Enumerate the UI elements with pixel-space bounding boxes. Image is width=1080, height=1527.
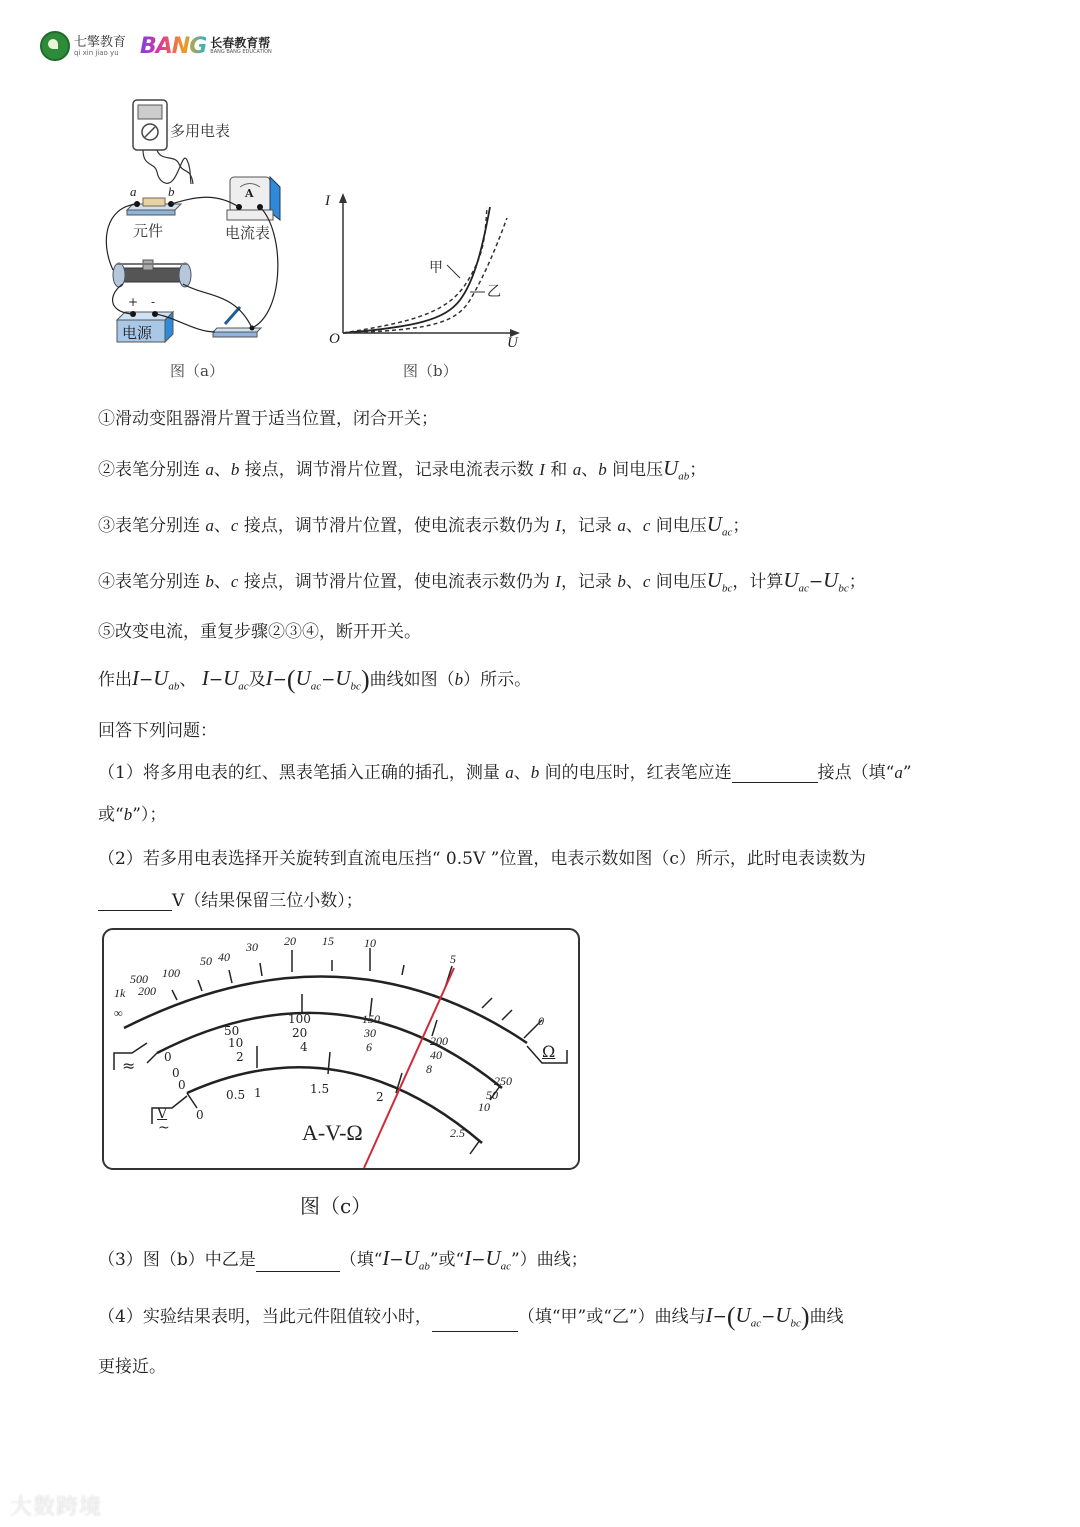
var-U: U: [485, 1246, 501, 1270]
var-b: b: [454, 670, 464, 689]
dc250-label: 0: [164, 1050, 172, 1064]
minus-sign: −: [321, 670, 336, 690]
minus-sign: −: [272, 670, 287, 690]
minus-sign: −: [471, 1250, 486, 1270]
q4-text: （4）实验结果表明，当此元件阻值较小时，: [98, 1307, 432, 1327]
bang-brand: BANG: [140, 33, 207, 59]
dc50-label: 0: [172, 1066, 180, 1080]
question-3: [98, 1245, 588, 1272]
logo2-sub: BANG BANG EDUCATION: [210, 49, 272, 55]
q2-text: V（结果保留三位小数）；: [172, 891, 363, 911]
subscript-bc: bc: [350, 680, 361, 693]
var-I: I: [132, 666, 139, 690]
var-U: U: [823, 568, 839, 592]
header-logos: [40, 30, 272, 62]
question-1-cont: [98, 800, 166, 825]
ohm-label: 20: [284, 934, 296, 948]
q1-text: 或“: [98, 805, 124, 825]
var-U: U: [295, 666, 311, 690]
subscript-ac: ac: [721, 526, 733, 539]
var-I: I: [705, 1303, 713, 1327]
q1-text: ”）；: [132, 805, 167, 825]
ohm-label: 500: [130, 972, 148, 986]
q3-text: （填“: [339, 1250, 383, 1270]
step4-text: ，计算: [732, 572, 784, 592]
step-3: [98, 511, 749, 538]
step4-text: 接点，调节滑片位置，使电流表示数仍为: [238, 572, 556, 592]
label-multimeter: 多用电表: [170, 122, 231, 140]
minus-sign: −: [808, 572, 824, 592]
axis-y-label: I: [325, 193, 330, 209]
punct: ；: [848, 572, 866, 592]
punct: ；: [732, 516, 750, 536]
omega-symbol: Ω: [542, 1042, 556, 1061]
var-I: I: [464, 1246, 472, 1270]
var-b: b: [230, 460, 240, 479]
paren-open: (: [726, 1302, 736, 1331]
axis-x-label: U: [507, 335, 518, 351]
volt-symbol: V: [157, 1106, 168, 1122]
dc250-label: 200: [430, 1034, 448, 1048]
step4-text: ，记录: [560, 572, 618, 592]
step-1: ①滑动变阻器滑片置于适当位置，闭合开关；: [98, 409, 438, 429]
dc10-label: 6: [366, 1040, 372, 1054]
ohm-label: 30: [246, 940, 258, 954]
answer-intro: 回答下列问题：: [98, 721, 217, 741]
var-c: c: [642, 516, 651, 535]
step4-text: 间电压: [650, 572, 707, 592]
dc50-label: 50: [486, 1088, 498, 1102]
subscript-ab: ab: [678, 470, 690, 483]
sep: 、: [213, 516, 231, 536]
dc250-label: 150: [362, 1012, 380, 1026]
var-U: U: [223, 666, 239, 690]
punct: ；: [689, 460, 707, 480]
dc250-label: 100: [288, 1012, 311, 1026]
figure-a-caption: 图（a）: [170, 362, 224, 380]
var-a: a: [617, 516, 626, 535]
var-a: a: [505, 763, 514, 782]
subscript-ac: ac: [310, 680, 322, 693]
ohm-label: 15: [322, 934, 334, 948]
sep: 、: [179, 670, 197, 690]
step4-text: ④表笔分别连: [98, 572, 206, 592]
var-U: U: [783, 568, 799, 592]
question-4-cont: 更接近。: [98, 1357, 166, 1377]
dc10-label: 2: [236, 1050, 244, 1064]
logo1-name: 七擎教育: [74, 34, 127, 50]
ac-label: 2.5: [450, 1126, 465, 1140]
minus-sign: −: [712, 1307, 727, 1327]
subscript-ac: ac: [238, 680, 249, 693]
subscript-ab: ab: [168, 680, 180, 693]
var-U: U: [706, 568, 722, 592]
meter-title: A-V-Ω: [302, 1120, 363, 1145]
text: 及: [248, 670, 266, 690]
step2-text: 和: [544, 460, 573, 480]
minus-sign: −: [208, 670, 224, 690]
option-a: a: [894, 763, 903, 782]
sep: 、: [625, 572, 643, 592]
subscript-ac: ac: [798, 582, 809, 595]
ohm-label: 0: [538, 1014, 544, 1028]
var-I: I: [265, 666, 273, 690]
q1-text: 间的电压时，红表笔应连: [539, 763, 732, 783]
quote: ”: [902, 763, 912, 783]
figure-c-caption: 图（c）: [300, 1194, 372, 1218]
label-element: 元件: [133, 222, 164, 240]
step-2: [98, 455, 706, 482]
dc50-label: 30: [364, 1026, 376, 1040]
var-b: b: [205, 572, 214, 591]
subscript-ac: ac: [750, 1317, 762, 1330]
label-power: 电源: [122, 324, 153, 342]
question-1: [98, 758, 912, 783]
step2-text: ②表笔分别连: [98, 460, 206, 480]
approx-symbol: ≈: [122, 1056, 136, 1075]
sep: 、: [513, 763, 531, 783]
step2-text: 接点，调节滑片位置，记录电流表示数: [239, 460, 540, 480]
q4-text: （填“甲”或“乙”）曲线与: [517, 1307, 706, 1327]
q1-text: （1）将多用电表的红、黑表笔插入正确的插孔，测量: [98, 763, 506, 783]
ac-label: 0.5: [226, 1088, 246, 1102]
ohm-label: 1k: [114, 986, 126, 1000]
var-c: c: [230, 516, 239, 535]
step-4: [98, 567, 866, 594]
subscript-ac: ac: [500, 1260, 512, 1273]
figure-a-circuit: [95, 92, 310, 382]
q3-text: （3）图（b）中乙是: [98, 1250, 256, 1270]
var-U: U: [775, 1303, 791, 1327]
option-b: b: [123, 805, 133, 824]
sep: 、: [213, 572, 231, 592]
label-ammeter: 电流表: [225, 224, 271, 242]
var-U: U: [706, 512, 722, 536]
dc50-label: 20: [292, 1026, 308, 1040]
var-I: I: [555, 572, 561, 591]
watermark: 大数跨境: [10, 1495, 103, 1520]
paren-open: (: [286, 665, 296, 694]
dc50-label: 10: [228, 1036, 244, 1050]
tilde-symbol: ~: [158, 1120, 170, 1136]
text: ）所示。: [463, 670, 532, 690]
subscript-bc: bc: [838, 582, 849, 595]
dc10-label: 0: [178, 1078, 186, 1092]
ohm-label: 50: [200, 954, 212, 968]
leaf-logo-icon: [40, 31, 70, 61]
dc10-label: 10: [478, 1100, 490, 1114]
paren-close: ): [800, 1302, 810, 1331]
minus-sign: −: [139, 670, 154, 690]
var-U: U: [735, 1303, 751, 1327]
subscript-bc: bc: [790, 1317, 801, 1330]
var-U: U: [335, 666, 351, 690]
step3-text: 接点，调节滑片位置，使电流表示数仍为: [238, 516, 556, 536]
step2-text: 间电压: [606, 460, 664, 480]
ohm-label: ∞: [114, 1006, 123, 1020]
q4-text: 曲线: [809, 1307, 844, 1327]
q3-text: ”或“: [429, 1250, 465, 1270]
sep: 、: [213, 460, 231, 480]
var-a: a: [572, 460, 582, 479]
figure-b-caption: 图（b）: [403, 362, 458, 380]
q4-answer-blank[interactable]: [432, 1313, 518, 1332]
var-I: I: [382, 1246, 390, 1270]
dc50-label: 40: [430, 1048, 442, 1062]
text: 曲线如图（: [369, 670, 455, 690]
minus-sign: −: [389, 1250, 404, 1270]
var-c: c: [230, 572, 239, 591]
var-a: a: [205, 460, 214, 479]
step3-text: ，记录: [560, 516, 618, 536]
curve-yi-label: 乙: [487, 284, 501, 300]
logo-bang: [140, 34, 272, 59]
sep: 、: [625, 516, 643, 536]
var-U: U: [663, 456, 679, 480]
var-b: b: [530, 763, 540, 782]
ohm-label: 100: [162, 966, 180, 980]
var-U: U: [153, 666, 169, 690]
question-2-cont: [98, 886, 363, 911]
ohm-label: 40: [218, 950, 230, 964]
origin-label: O: [329, 331, 340, 347]
var-I: I: [555, 516, 561, 535]
var-b: b: [617, 572, 626, 591]
label-a: a: [130, 184, 137, 199]
label-b: b: [168, 184, 175, 199]
q1-answer-blank[interactable]: [732, 764, 818, 783]
figure-c-meter-dial: [102, 928, 580, 1171]
label-plus: +: [128, 295, 139, 309]
ohm-label: 200: [138, 984, 156, 998]
sep: 、: [581, 460, 599, 480]
dc250-label: 50: [224, 1024, 240, 1038]
ohm-label: 10: [364, 936, 376, 950]
figure-b-iu-plot: [315, 185, 530, 380]
step-5: ⑤改变电流，重复步骤②③④，断开开关。: [98, 622, 421, 642]
var-I: I: [539, 460, 545, 479]
logo-qixin: [40, 31, 126, 61]
label-minus: -: [151, 295, 156, 309]
dc250-label: 250: [494, 1074, 512, 1088]
var-a: a: [205, 516, 214, 535]
var-U: U: [403, 1246, 419, 1270]
dc10-label: 4: [300, 1040, 308, 1054]
logo1-sub: qi xin jiao yu: [74, 48, 119, 57]
question-4: [98, 1302, 844, 1332]
ac-label: 1: [254, 1086, 262, 1100]
step3-text: ③表笔分别连: [98, 516, 206, 536]
ac-label: 0: [196, 1108, 204, 1122]
text: 作出: [98, 670, 132, 690]
q3-answer-blank[interactable]: [256, 1253, 340, 1272]
label-ammeter-symbol: A: [245, 187, 254, 200]
logo2-name: 长春教育帮: [210, 36, 271, 50]
ohm-label: 5: [450, 952, 456, 966]
var-c: c: [642, 572, 651, 591]
curve-jia-label: 甲: [429, 260, 443, 276]
var-I: I: [201, 666, 209, 690]
minus-sign: −: [761, 1307, 776, 1327]
step3-text: 间电压: [650, 516, 707, 536]
subscript-bc: bc: [721, 582, 733, 595]
dc10-label: 8: [426, 1062, 432, 1076]
q1-text: 接点（填“: [817, 763, 895, 783]
ac-label: 1.5: [310, 1082, 330, 1096]
plot-description: [98, 665, 531, 695]
question-2: （2）若多用电表选择开关旋转到直流电压挡“ 0.5V ”位置，电表示数如图（c）所示，此时电表读数为: [98, 849, 866, 869]
q2-answer-blank[interactable]: [98, 892, 172, 911]
paren-close: ): [360, 665, 370, 694]
subscript-ab: ab: [418, 1260, 430, 1273]
ac-label: 2: [376, 1090, 384, 1104]
q3-text: ”）曲线；: [511, 1250, 588, 1270]
var-b: b: [598, 460, 607, 479]
